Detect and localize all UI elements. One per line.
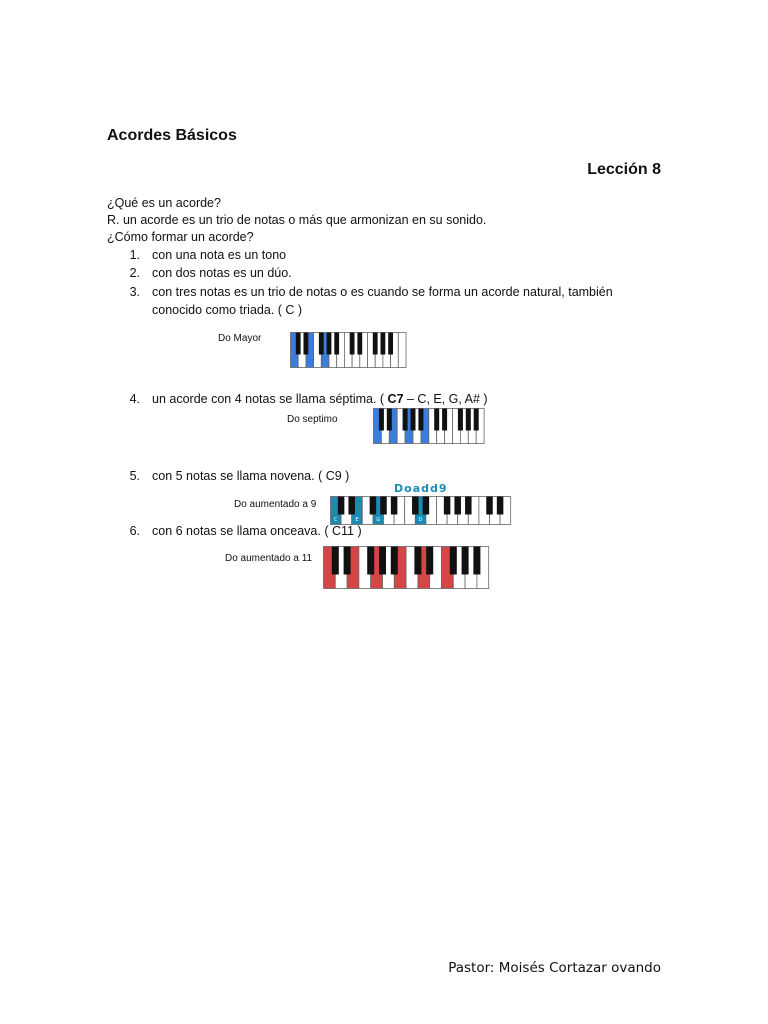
black-key xyxy=(454,497,461,515)
list-number: 1. xyxy=(129,248,140,262)
caption-do-add9: Do aumentado a 9 xyxy=(234,499,317,510)
black-key xyxy=(391,497,398,515)
list-text: con dos notas es un dúo. xyxy=(152,266,292,280)
black-key xyxy=(348,497,355,515)
black-key xyxy=(370,497,377,515)
list-text: con tres notas es un trio de notas o es cuando se forma un acorde natural, también xyxy=(152,285,613,299)
list-number: 4. xyxy=(129,392,140,406)
black-key xyxy=(381,333,386,355)
list-text: con una nota es un tono xyxy=(152,248,287,262)
black-key xyxy=(412,497,419,515)
black-key xyxy=(357,333,362,355)
black-key xyxy=(458,409,463,431)
white-key xyxy=(398,333,406,368)
key-label: G xyxy=(376,517,381,523)
black-key xyxy=(474,409,479,431)
black-key xyxy=(319,333,324,355)
black-key xyxy=(462,547,469,575)
black-key xyxy=(332,547,339,575)
list-number: 2. xyxy=(129,266,140,280)
black-key xyxy=(411,409,416,431)
answer-what-is-chord: R. un acorde es un trio de notas o más que armonizan en su sonido. xyxy=(107,213,487,227)
black-key xyxy=(387,409,392,431)
black-key xyxy=(373,333,378,355)
list-number: 3. xyxy=(129,285,140,299)
black-key xyxy=(367,547,374,575)
black-key xyxy=(426,547,433,575)
black-key xyxy=(327,333,332,355)
caption-do-septimo: Do septimo xyxy=(287,414,338,425)
black-key xyxy=(450,547,457,575)
black-key xyxy=(418,409,423,431)
black-key xyxy=(414,547,421,575)
black-key xyxy=(473,547,480,575)
black-key xyxy=(497,497,504,515)
black-key xyxy=(434,409,439,431)
chord-logo: Doadd9 xyxy=(394,482,448,495)
caption-do-mayor: Do Mayor xyxy=(218,333,262,344)
list-text: con 6 notas se llama onceava. ( C11 ) xyxy=(152,524,362,538)
list-text-continued: conocido como triada. ( C ) xyxy=(152,303,303,317)
keyboard-do-septimo xyxy=(373,408,486,445)
black-key xyxy=(466,409,471,431)
document-title: Acordes Básicos xyxy=(107,127,237,144)
black-key xyxy=(444,497,451,515)
black-key xyxy=(388,333,393,355)
keyboard-do-11 xyxy=(323,546,491,590)
question-how-to-form: ¿Cómo formar un acorde? xyxy=(107,230,254,244)
lesson-number: Lección 8 xyxy=(587,161,661,178)
chord-name-c7: C7 xyxy=(387,392,404,406)
black-key xyxy=(338,497,345,515)
black-key xyxy=(423,497,430,515)
black-key xyxy=(334,333,339,355)
black-key xyxy=(380,497,387,515)
list-number: 6. xyxy=(129,524,140,538)
question-what-is-chord: ¿Qué es un acorde? xyxy=(107,196,221,210)
black-key xyxy=(344,547,351,575)
key-label: C xyxy=(334,517,338,523)
keyboard-do-add9 xyxy=(330,480,513,526)
black-key xyxy=(465,497,472,515)
keyboard-do-mayor xyxy=(290,332,408,369)
key-label: D xyxy=(418,517,423,523)
black-key xyxy=(391,547,398,575)
black-key xyxy=(442,409,447,431)
black-key xyxy=(350,333,355,355)
black-key xyxy=(379,547,386,575)
list-text: un acorde con 4 notas se llama séptima. ( C7 – C, E, G, A# ) xyxy=(152,392,488,406)
footer-author: Pastor: Moisés Cortazar ovando xyxy=(448,960,661,976)
key-label: E xyxy=(355,517,359,523)
black-key xyxy=(379,409,384,431)
black-key xyxy=(486,497,493,515)
list-number: 5. xyxy=(129,469,140,483)
black-key xyxy=(296,333,301,355)
list-text: con 5 notas se llama novena. ( C9 ) xyxy=(152,469,350,483)
black-key xyxy=(403,409,408,431)
black-key xyxy=(304,333,309,355)
caption-do-11: Do aumentado a 11 xyxy=(225,553,313,564)
